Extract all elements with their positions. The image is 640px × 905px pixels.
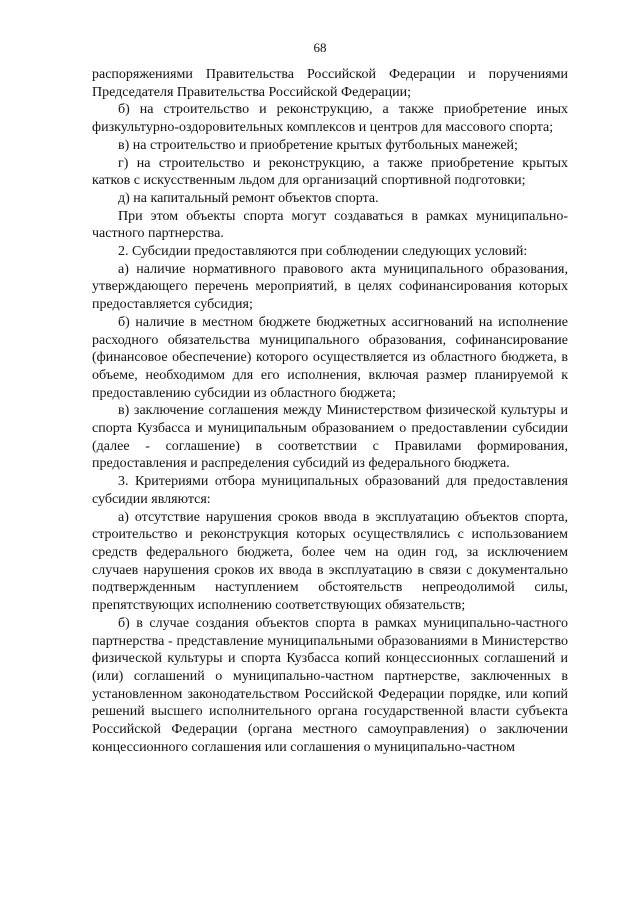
paragraph: б) на строительство и реконструкцию, а также приобретение иных физкультурно-оздоровительных комплексов и центров для массового спорта; xyxy=(92,102,568,136)
paragraph: 2. Субсидии предоставляются при соблюдении следующих условий: xyxy=(118,244,528,260)
paragraph: в) на строительство и приобретение крытых футбольных манежей; xyxy=(118,137,518,153)
paragraph: распоряжениями Правительства Российской Федерации и поручениями Председателя Правительства Российской Федерации; xyxy=(92,67,568,100)
paragraph: а) наличие нормативного правового акта муниципального образования, утверждающего перечень мероприятий, в целях софинансирования которых предоставляется субсидия; xyxy=(92,261,568,313)
paragraph: б) в случае создания объектов спорта в рамках муниципально-частного партнерства - представление муниципальными образованиями в Министерство физической культуры и спорта Кузбасса копий концессионных соглашений и (или) соглашений о муниципально-частном партнерстве, заключенных в установленном законодательством Российской Федерации порядке, или копий решений высшего исполнительного органа государственной власти субъекта Российской Федерации (органа местного самоуправления) о заключении концессионного соглашения или соглашения о муниципально-частном xyxy=(92,615,568,755)
paragraph: 3. Критериями отбора муниципальных образований для предоставления субсидии являются: xyxy=(92,474,568,507)
paragraph: д) на капитальный ремонт объектов спорта. xyxy=(118,190,379,206)
document-body xyxy=(92,66,568,756)
paragraph: б) наличие в местном бюджете бюджетных ассигнований на исполнение расходного обязательства муниципального образования, софинансирование (финансовое обеспечение) которого осуществляется из областного бюджета, в объеме, необходимом для его исполнения, включая размер планируемой к предоставлению субсидии из областного бюджета; xyxy=(92,314,568,401)
paragraph: а) отсутствие нарушения сроков ввода в эксплуатацию объектов спорта, строительство и реконструкция которых осуществлялись с использованием средств федерального бюджета, более чем на один год, за исключением случаев нарушения сроков их ввода в эксплуатацию в связи с документально подтвержденным наступлением обстоятельств непреодолимой силы, препятствующих исполнению соответствующих обязательств; xyxy=(92,509,568,614)
page-number: 68 xyxy=(313,40,327,55)
paragraph: г) на строительство и реконструкцию, а также приобретение крытых катков с искусственным льдом для организаций спортивной подготовки; xyxy=(92,155,568,189)
paragraph: При этом объекты спорта могут создаваться в рамках муниципально-частного партнерства. xyxy=(92,208,568,242)
paragraph: в) заключение соглашения между Министерством физической культуры и спорта Кузбасса и муниципальным образованием о предоставлении субсидии (далее - соглашение) в соответствии с Правилами формирования, предоставления и распределения субсидий из федерального бюджета. xyxy=(92,403,568,472)
